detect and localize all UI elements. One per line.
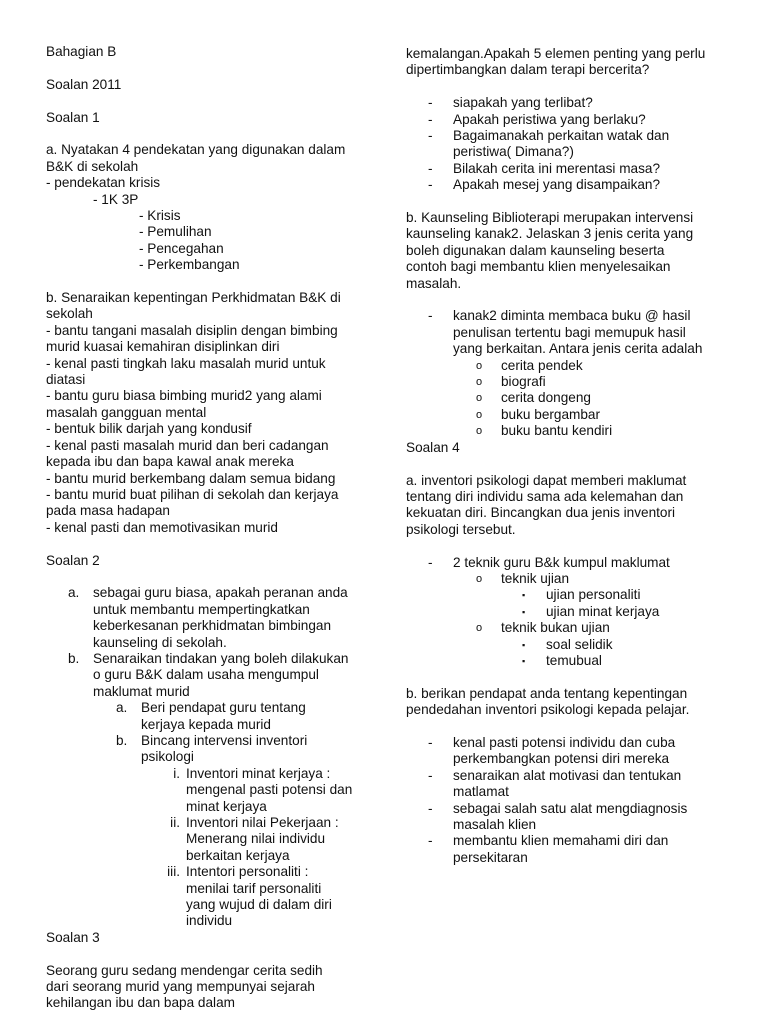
q1a-item: - Krisis: [139, 208, 181, 224]
technique-sub-label: soal selidik: [546, 636, 613, 652]
q4a-line: psikologi tersebut.: [406, 521, 516, 537]
story-type-item: [406, 374, 736, 390]
q1b-line: - bantu guru biasa bimbing murid2 yang alami: [46, 388, 322, 404]
q2a-item: [46, 585, 368, 651]
q3b-line: b. Kaunseling Biblioterapi merupakan intervensi: [406, 210, 694, 226]
q2-list: [46, 585, 368, 700]
q1a-item: - Pemulihan: [139, 224, 212, 240]
list-marker: i.: [173, 765, 180, 781]
q4b-answer-line: kenal pasti potensi individu dan cuba: [453, 734, 676, 750]
q2a-line: sebagai guru biasa, apakah peranan anda: [93, 585, 348, 601]
q2a-line: untuk membantu mempertingkatkan: [93, 601, 310, 617]
q2a-line: keberkesanan perkhidmatan bimbingan: [93, 618, 332, 634]
inventory-line: mengenal pasti potensi dan: [186, 782, 353, 798]
technique-sub-item: [406, 637, 736, 653]
q1b-line: pada masa hadapan: [46, 503, 170, 519]
q3b-line: kaunseling kanak2. Jelaskan 3 jenis cerita yang: [406, 226, 694, 242]
question-1-title: Soalan 1: [46, 109, 100, 125]
q3b-answer-line: kanak2 diminta membaca buku @ hasil: [453, 308, 691, 324]
q4b-answer-item: [406, 735, 736, 768]
q3-line: Seorang guru sedang mendengar cerita sedih: [46, 962, 323, 978]
story-type-item: [406, 407, 736, 423]
square-bullet-icon: ▪: [522, 606, 526, 617]
dash-marker: -: [428, 128, 433, 144]
q2b-sub-line: Beri pendapat guru tentang: [141, 700, 306, 716]
technique-list: [406, 620, 736, 636]
story-type-item: [406, 423, 736, 439]
square-bullet-icon: ▪: [522, 639, 526, 650]
story-type-label: buku bergambar: [501, 406, 600, 422]
q4b-line: b. berikan pendapat anda tentang kepentingan: [406, 685, 688, 701]
section-heading: Bahagian B: [46, 44, 117, 59]
q4a-answer-item: [406, 555, 736, 571]
inventory-line: individu: [186, 913, 233, 929]
dash-marker: -: [428, 177, 433, 193]
dash-marker: -: [428, 767, 433, 783]
q4b-answer-line: sebagai salah satu alat mengdiagnosis: [453, 800, 688, 816]
technique-sub-label: ujian minat kerjaya: [546, 603, 660, 619]
q4b-answer-line: perkembangkan potensi diri mereka: [453, 751, 670, 767]
inventory-line: menilai tarif personaliti: [186, 880, 322, 896]
q1a-item: - Perkembangan: [139, 257, 240, 273]
story-element-line: Bilakah cerita ini merentasi masa?: [453, 160, 661, 176]
year-heading: Soalan 2011: [46, 76, 122, 92]
dash-marker: -: [428, 111, 433, 127]
dash-marker: -: [428, 95, 433, 111]
q2b-sublist: [46, 700, 368, 766]
story-type-item: [406, 358, 736, 374]
inventory-list: [46, 766, 368, 930]
list-marker: b.: [68, 650, 80, 666]
technique-sub-item: [406, 604, 736, 620]
story-element-line: peristiwa( Dimana?): [453, 144, 574, 160]
story-element-item: [406, 161, 736, 177]
q1b-line: masalah gangguan mental: [46, 404, 207, 420]
q3b-answer-line: yang berkaitan. Antara jenis cerita adalah: [453, 341, 703, 357]
inventory-item: [46, 766, 368, 815]
q4b-answer-list: [406, 735, 736, 866]
q1b-line: b. Senaraikan kepentingan Perkhidmatan B&K di: [46, 290, 341, 306]
q2b-sub-item: [46, 700, 368, 733]
q4b-answer-line: senaraikan alat motivasi dan tentukan: [453, 767, 682, 783]
circle-bullet-icon: o: [476, 359, 483, 372]
story-element-item: [406, 177, 736, 193]
question-4-title: Soalan 4: [406, 439, 460, 455]
story-type-label: cerita pendek: [501, 357, 583, 373]
q4b-answer-item: [406, 801, 736, 834]
q1b-line: - bantu tangani masalah disiplin dengan bimbing: [46, 322, 338, 338]
q2b-sub-line: psikologi: [141, 749, 194, 765]
story-element-item: [406, 112, 736, 128]
inventory-line: Menerang nilai individu: [186, 831, 326, 847]
q2b-sub-line: Bincang intervensi inventori: [141, 732, 308, 748]
q3-line: kehilangan ibu dan bapa dalam: [46, 995, 235, 1011]
q1a-answer-line: - 1K 3P: [93, 191, 139, 207]
q4b-answer-item: [406, 833, 736, 866]
technique-sublist: [406, 637, 736, 670]
left-column: [46, 44, 368, 1012]
q1b-line: - bentuk bilik darjah yang kondusif: [46, 421, 252, 437]
circle-bullet-icon: o: [476, 392, 483, 405]
story-element-item: [406, 95, 736, 111]
q1b-line: - bantu murid buat pilihan di sekolah dan kerjaya: [46, 486, 339, 502]
technique-sublist: [406, 587, 736, 620]
dash-marker: -: [428, 160, 433, 176]
story-type-label: cerita dongeng: [501, 390, 591, 406]
story-type-label: buku bantu kendiri: [501, 423, 613, 439]
story-type-label: biografi: [501, 374, 546, 390]
q1a-line: B&K di sekolah: [46, 158, 139, 174]
q2b-line: Senaraikan tindakan yang boleh dilakukan: [93, 650, 349, 666]
list-marker: a.: [116, 700, 128, 716]
q4a-line: tentang diri individu sama ada kelemahan dan: [406, 488, 684, 504]
dash-marker: -: [428, 734, 433, 750]
q4a-line: kekuatan diri. Bincangkan dua jenis inventori: [406, 505, 676, 521]
inventory-line: berkaitan kerjaya: [186, 847, 290, 863]
story-element-line: Apakah mesej yang disampaikan?: [453, 177, 661, 193]
dash-marker: -: [428, 800, 433, 816]
inventory-line: Inventori nilai Pekerjaan :: [186, 815, 339, 830]
q1b-line: - bantu murid berkembang dalam semua bidang: [46, 470, 336, 486]
q1b-line: kepada ibu dan bapa kawal anak mereka: [46, 454, 294, 470]
circle-bullet-icon: o: [476, 572, 483, 585]
q1b-line: - kenal pasti tingkah laku masalah murid untuk: [46, 355, 326, 371]
technique-item: [406, 571, 736, 587]
q1b-line: sekolah: [46, 306, 93, 322]
inventory-item: [46, 864, 368, 930]
technique-sub-item: [406, 653, 736, 669]
q1b-line: - kenal pasti dan memotivasikan murid: [46, 519, 278, 535]
q2b-sub-item: [46, 733, 368, 766]
technique-sub-label: ujian personaliti: [546, 587, 641, 603]
q3-line: dari seorang murid yang mempunyai sejarah: [46, 979, 315, 995]
technique-label: teknik bukan ujian: [501, 620, 610, 636]
dash-marker: -: [428, 308, 433, 324]
circle-bullet-icon: o: [476, 425, 483, 438]
q4a-line: a. inventori psikologi dapat memberi maklumat: [406, 472, 687, 488]
list-marker: ii.: [170, 815, 180, 830]
q3b-answer-list: [406, 308, 736, 357]
q4b-answer-item: [406, 768, 736, 801]
q1b-line: murid kuasai kemahiran disiplinkan diri: [46, 339, 280, 355]
q3b-answer-line: penulisan tertentu bagi memupuk hasil: [453, 324, 686, 340]
q3b-line: boleh digunakan dalam kaunseling beserta: [406, 242, 665, 258]
story-element-line: Apakah peristiwa yang berlaku?: [453, 111, 646, 127]
list-marker: iii.: [167, 864, 180, 880]
q2b-line: o guru B&K dalam usaha mengumpul: [93, 667, 319, 683]
technique-sub-label: temubual: [546, 652, 602, 668]
q3-continued-line: dipertimbangkan dalam terapi bercerita?: [406, 62, 650, 78]
inventory-line: yang wujud di dalam diri: [186, 897, 332, 913]
q4b-line: pendedahan inventori psikologi kepada pelajar.: [406, 702, 690, 718]
story-element-line: Bagaimanakah perkaitan watak dan: [453, 128, 670, 144]
story-types-list: [406, 358, 736, 440]
q4b-answer-line: matlamat: [453, 784, 509, 800]
q2b-item: [46, 651, 368, 700]
inventory-item: [46, 815, 368, 864]
list-marker: b.: [116, 732, 128, 748]
q2b-line: maklumat murid: [93, 683, 190, 699]
q4a-answer-list: [406, 555, 736, 571]
inventory-line: Inventori minat kerjaya :: [186, 765, 331, 781]
q1a-answer-line: - pendekatan krisis: [46, 175, 161, 191]
technique-list: [406, 571, 736, 587]
story-element-line: siapakah yang terlibat?: [453, 95, 593, 111]
q2a-line: kaunseling di sekolah.: [93, 634, 227, 650]
question-2-title: Soalan 2: [46, 552, 100, 568]
q1a-line: a. Nyatakan 4 pendekatan yang digunakan dalam: [46, 142, 346, 158]
story-type-item: [406, 390, 736, 406]
inventory-line: Intentori personaliti :: [186, 864, 309, 880]
circle-bullet-icon: o: [476, 408, 483, 421]
technique-sub-item: [406, 587, 736, 603]
square-bullet-icon: ▪: [522, 655, 526, 666]
q3b-line: contoh bagi membantu klien menyelesaikan: [406, 259, 671, 275]
question-3-title: Soalan 3: [46, 929, 100, 945]
square-bullet-icon: ▪: [522, 590, 526, 601]
q3b-answer-item: [406, 308, 736, 357]
dash-marker: -: [428, 554, 433, 570]
q3b-line: masalah.: [406, 275, 462, 291]
inventory-line: minat kerjaya: [186, 798, 267, 814]
dash-marker: -: [428, 833, 433, 849]
technique-item: [406, 620, 736, 636]
q4b-answer-line: masalah klien: [453, 816, 537, 832]
q4a-answer-line: 2 teknik guru B&k kumpul maklumat: [453, 554, 670, 570]
q1a-item: - Pencegahan: [139, 240, 224, 256]
list-marker: a.: [68, 585, 80, 601]
technique-label: teknik ujian: [501, 570, 570, 586]
right-column: [406, 46, 736, 866]
circle-bullet-icon: o: [476, 376, 483, 389]
q1b-line: diatasi: [46, 372, 86, 388]
story-elements-list: [406, 95, 736, 193]
q2b-sub-line: kerjaya kepada murid: [141, 716, 271, 732]
q3-continued-line: kemalangan.Apakah 5 elemen penting yang perlu: [406, 46, 706, 61]
circle-bullet-icon: o: [476, 622, 483, 635]
q4b-answer-line: membantu klien memahami diri dan: [453, 833, 669, 849]
story-element-item: [406, 128, 736, 161]
q1b-line: - kenal pasti masalah murid dan beri cadangan: [46, 437, 329, 453]
q4b-answer-line: persekitaran: [453, 849, 528, 865]
